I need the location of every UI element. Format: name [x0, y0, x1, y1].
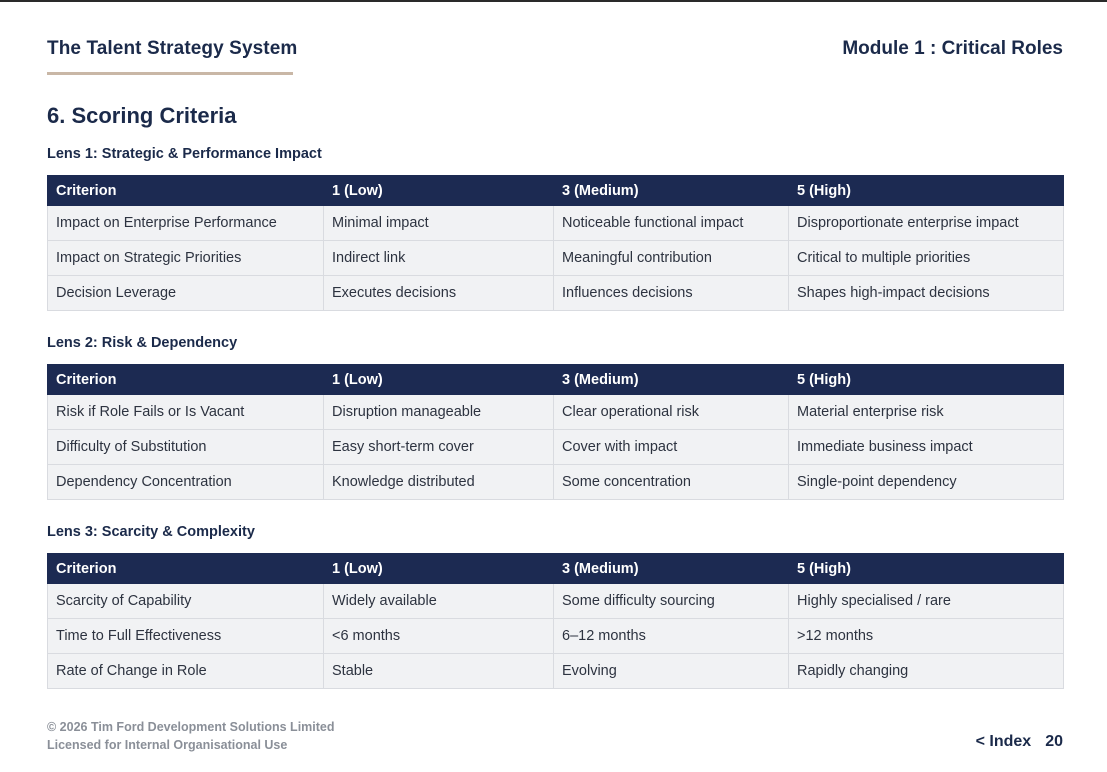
criterion-cell: Rate of Change in Role [48, 654, 324, 689]
lens-1-title: Lens 1: Strategic & Performance Impact [47, 146, 322, 162]
high-cell: Critical to multiple priorities [789, 241, 1064, 276]
criterion-cell: Dependency Concentration [48, 465, 324, 500]
lens-2-table [47, 364, 1064, 500]
module-title: Module 1 : Critical Roles [842, 38, 1063, 59]
medium-cell: Cover with impact [554, 430, 789, 465]
low-cell: Executes decisions [324, 276, 554, 311]
criterion-cell: Difficulty of Substitution [48, 430, 324, 465]
footer-nav [976, 733, 1063, 751]
medium-cell: Noticeable functional impact [554, 206, 789, 241]
header-high: 5 (High) [789, 554, 1064, 584]
header-low: 1 (Low) [324, 176, 554, 206]
table-row [48, 395, 1064, 430]
low-cell: Easy short-term cover [324, 430, 554, 465]
document-title: The Talent Strategy System [47, 38, 298, 59]
header-low: 1 (Low) [324, 365, 554, 395]
table-row [48, 584, 1064, 619]
header-medium: 3 (Medium) [554, 176, 789, 206]
high-cell: >12 months [789, 619, 1064, 654]
title-underline [47, 72, 293, 75]
header-medium: 3 (Medium) [554, 554, 789, 584]
medium-cell: Evolving [554, 654, 789, 689]
table-header-row [48, 365, 1064, 395]
table-row [48, 430, 1064, 465]
table-row [48, 206, 1064, 241]
criterion-cell: Time to Full Effectiveness [48, 619, 324, 654]
low-cell: Stable [324, 654, 554, 689]
medium-cell: 6–12 months [554, 619, 789, 654]
lens-3-table [47, 553, 1064, 689]
copyright-text: © 2026 Tim Ford Development Solutions Limited [47, 720, 335, 734]
table-row [48, 241, 1064, 276]
criterion-cell: Scarcity of Capability [48, 584, 324, 619]
header-high: 5 (High) [789, 176, 1064, 206]
medium-cell: Clear operational risk [554, 395, 789, 430]
medium-cell: Some concentration [554, 465, 789, 500]
high-cell: Single-point dependency [789, 465, 1064, 500]
table-row [48, 276, 1064, 311]
low-cell: Indirect link [324, 241, 554, 276]
criterion-cell: Impact on Strategic Priorities [48, 241, 324, 276]
high-cell: Immediate business impact [789, 430, 1064, 465]
high-cell: Disproportionate enterprise impact [789, 206, 1064, 241]
low-cell: Widely available [324, 584, 554, 619]
high-cell: Shapes high-impact decisions [789, 276, 1064, 311]
low-cell: Knowledge distributed [324, 465, 554, 500]
index-link[interactable]: < Index [975, 733, 1032, 750]
low-cell: Disruption manageable [324, 395, 554, 430]
table-row [48, 654, 1064, 689]
header-low: 1 (Low) [324, 554, 554, 584]
low-cell: <6 months [324, 619, 554, 654]
header-criterion: Criterion [48, 176, 324, 206]
table-row [48, 619, 1064, 654]
page-number: 20 [1045, 733, 1063, 750]
high-cell: Highly specialised / rare [789, 584, 1064, 619]
table-row [48, 465, 1064, 500]
top-rule [0, 0, 1107, 2]
medium-cell: Influences decisions [554, 276, 789, 311]
footer-legal [47, 718, 335, 754]
table-header-row [48, 176, 1064, 206]
table-header-row [48, 554, 1064, 584]
criterion-cell: Impact on Enterprise Performance [48, 206, 324, 241]
header-medium: 3 (Medium) [554, 365, 789, 395]
medium-cell: Some difficulty sourcing [554, 584, 789, 619]
criterion-cell: Risk if Role Fails or Is Vacant [48, 395, 324, 430]
section-title: 6. Scoring Criteria [47, 103, 237, 128]
lens-3-title: Lens 3: Scarcity & Complexity [47, 524, 255, 540]
license-text: Licensed for Internal Organisational Use [47, 738, 288, 752]
high-cell: Material enterprise risk [789, 395, 1064, 430]
criterion-cell: Decision Leverage [48, 276, 324, 311]
low-cell: Minimal impact [324, 206, 554, 241]
high-cell: Rapidly changing [789, 654, 1064, 689]
header-criterion: Criterion [48, 554, 324, 584]
medium-cell: Meaningful contribution [554, 241, 789, 276]
header-high: 5 (High) [789, 365, 1064, 395]
lens-1-table [47, 175, 1064, 311]
header-criterion: Criterion [48, 365, 324, 395]
lens-2-title: Lens 2: Risk & Dependency [47, 335, 238, 351]
